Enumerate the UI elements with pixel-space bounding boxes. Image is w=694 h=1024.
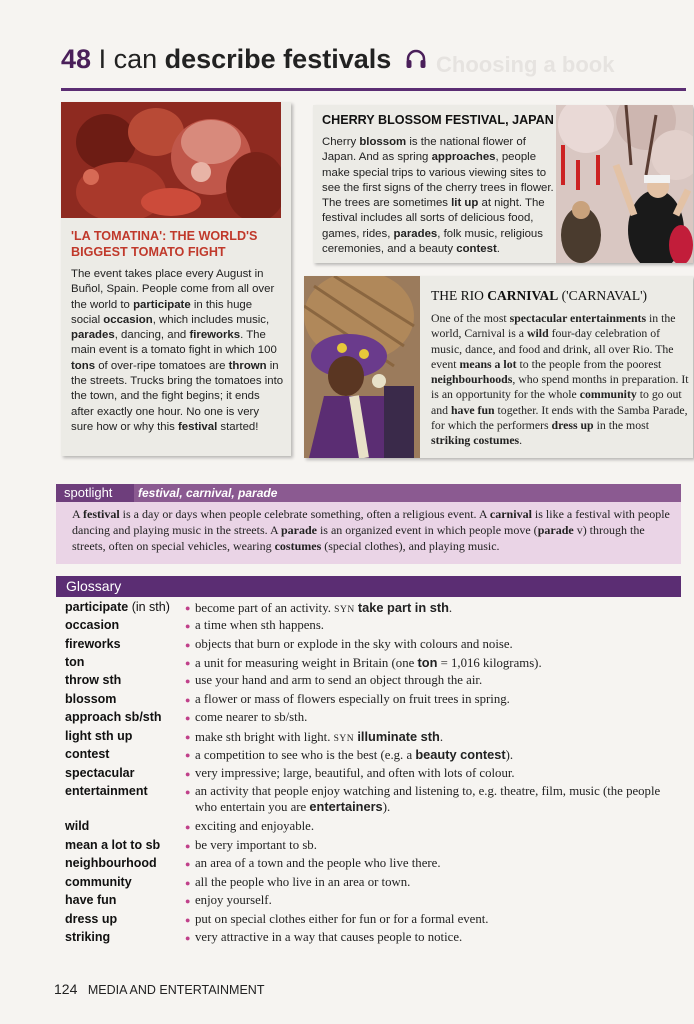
ghost-show-through-text: Choosing a book — [436, 52, 615, 77]
glossary-term: fireworks — [65, 637, 121, 651]
syn-label: SYN — [334, 605, 355, 615]
glossary-definition: become part of an activity. SYN take part in sth. — [195, 600, 453, 615]
bold-term: wild — [527, 326, 549, 341]
glossary-definition: exciting and enjoyable. — [195, 819, 315, 833]
glossary-term: blossom — [65, 692, 117, 706]
glossary-term: dress up — [65, 912, 118, 926]
bold-term: blossom — [359, 136, 407, 148]
bullet-icon: ● — [185, 841, 191, 851]
glossary-definition: use your hand and arm to send an object through the air. — [195, 673, 483, 687]
bold-term: lit up — [451, 197, 479, 210]
glossary-term: entertainment — [65, 784, 148, 798]
bullet-icon: ● — [185, 676, 191, 686]
glossary-term: community — [65, 875, 132, 889]
bold-term: carnival — [489, 507, 532, 521]
bullet-icon: ● — [185, 603, 191, 613]
glossary-definition: very attractive in a way that causes people to notice. — [195, 930, 463, 944]
bold-term: costumes — [274, 539, 322, 553]
glossary-header: Glossary — [56, 576, 681, 597]
cherry-photo — [556, 105, 693, 263]
glossary-term: ton — [65, 655, 85, 669]
syn-label: SYN — [333, 734, 355, 744]
bold-term: neighbourhoods — [431, 372, 513, 387]
glossary-term: light sth up — [65, 729, 133, 743]
bullet-icon: ● — [185, 732, 191, 742]
glossary-term: spectacular — [65, 766, 135, 780]
glossary-definition: all the people who live in an area or town. — [195, 875, 411, 889]
glossary-term: approach sb/sth — [65, 710, 162, 724]
rio-heading: THE RIO CARNIVAL ('CARNAVAL') — [431, 288, 648, 303]
cherry-panel — [313, 105, 693, 263]
bold-term: parades — [393, 227, 438, 240]
bullet-icon: ● — [185, 859, 191, 869]
tomatina-heading: 'LA TOMATINA': THE WORLD'S BIGGEST TOMATO FIGHT — [71, 229, 258, 259]
glossary-term: contest — [65, 747, 110, 761]
tomatina-body: The event takes place every August in Buñol, Spain. People come from all over the world to participate in this huge social occasion, which includes music, parades, dancing, and fireworks. The main event is a tomato fight in which 100 tons of over-ripe tomatoes are thrown in the streets. Trucks bring the tomatoes into the town, and the fight begins; it ends after exactly one hour. No one is very sure how or why this festival started! — [71, 268, 284, 433]
bullet-icon: ● — [185, 750, 191, 760]
bold-term: contest — [456, 243, 497, 256]
page-footer — [54, 981, 264, 999]
bold-term: festival — [83, 507, 120, 521]
bullet-icon: ● — [185, 787, 191, 797]
bold-term: ton — [417, 655, 438, 670]
bold-term: thrown — [228, 359, 267, 372]
bold-term: fireworks — [189, 329, 241, 342]
bold-term: community — [579, 387, 637, 402]
title-rule — [61, 88, 686, 91]
bold-term: means a lot — [459, 356, 517, 371]
glossary-term: occasion — [65, 618, 120, 632]
glossary-term: participate (in sth) — [65, 600, 170, 614]
glossary-term: have fun — [65, 893, 117, 907]
glossary-definition: put on special clothes either for fun or for a formal event. — [195, 912, 489, 926]
glossary-definition: a competition to see who is the best (e.g. a beauty contest). — [195, 747, 514, 762]
glossary-term: wild — [65, 819, 90, 833]
rio-body: One of the most spectacular entertainments in the world, Carnival is a wild four-day celebration of music, dance, and food and drink, all over Rio. The event means a lot to the people from the poorest neighbourhoods, who spend months in preparation. It is an opportunity for the whole community to go out and have fun together. It ends with the Samba Parade, for which the performers dress up in the most striking costumes. — [431, 311, 689, 448]
bold-term: spectacular entertainments — [509, 311, 647, 325]
cherry-body: Cherry blossom is the national flower of Japan. And as spring approaches, people make special trips to various viewing sites to see the first signs of the cherry trees in flower. The trees are sometimes lit up at night. The festival includes all sorts of delicious food, games, rides, parades, folk music, religious ceremonies, and a beauty contest. — [322, 136, 554, 256]
rio-photo — [304, 276, 420, 458]
glossary-term: throw sth — [65, 673, 122, 687]
glossary-definition: be very important to sb. — [195, 838, 317, 852]
bullet-icon: ● — [185, 621, 191, 631]
glossary-term: neighbourhood — [65, 856, 157, 870]
bold-term: occasion — [103, 313, 153, 326]
bold-term: participate — [133, 298, 191, 311]
bullet-icon: ● — [185, 769, 191, 779]
bullet-icon: ● — [185, 933, 191, 943]
cherry-heading: CHERRY BLOSSOM FESTIVAL, JAPAN — [322, 113, 554, 127]
spotlight-body: A festival is a day or days when people celebrate something, often a religious event. A carnival is like a festival with people dancing and playing music in the streets. A parade is an organized event in which people move (parade v) through the streets, often on special vehicles, wearing costumes (special clothes), and playing music. — [72, 507, 670, 553]
title-main: describe festivals — [164, 44, 392, 74]
bold-term: striking costumes — [431, 433, 520, 448]
glossary-definition: an area of a town and the people who live there. — [195, 856, 441, 870]
glossary-definition: a flower or mass of flowers especially on fruit trees in spring. — [195, 692, 510, 706]
bold-term: illuminate sth — [357, 729, 440, 744]
bold-term: parades — [71, 329, 115, 342]
bold-term: dress up — [551, 418, 594, 433]
section-name: MEDIA AND ENTERTAINMENT — [87, 983, 265, 997]
spotlight-tag: spotlight — [56, 484, 134, 502]
glossary-definition: very impressive; large, beautiful, and often with lots of colour. — [195, 766, 515, 780]
bullet-icon: ● — [185, 695, 191, 705]
headphones-icon — [405, 45, 427, 76]
bullet-icon: ● — [185, 878, 191, 888]
bullet-icon: ● — [185, 713, 191, 723]
bold-term: tons — [71, 359, 96, 372]
glossary-definition: a time when sth happens. — [195, 618, 325, 632]
glossary-definition: come nearer to sb/sth. — [195, 710, 308, 724]
glossary-definition: make sth bright with light. SYN illuminate sth. — [195, 729, 444, 744]
glossary-definition: objects that burn or explode in the sky with colours and noise. — [195, 637, 513, 651]
bullet-icon: ● — [185, 915, 191, 925]
glossary-term: striking — [65, 930, 111, 944]
glossary-definition: an activity that people enjoy watching and listening to, e.g. theatre, film, music (the people who entertain you are entertainers). — [195, 784, 661, 814]
title-prefix: I can — [98, 44, 158, 74]
rio-panel — [304, 276, 693, 458]
bold-term: have fun — [450, 402, 495, 417]
tomatina-panel — [61, 102, 291, 456]
tomatina-photo — [61, 102, 281, 218]
bullet-icon: ● — [185, 896, 191, 906]
glossary-definition: enjoy yourself. — [195, 893, 272, 907]
bold-term: parade — [537, 523, 574, 537]
bold-term: approaches — [431, 151, 496, 164]
bold-term: entertainers — [309, 799, 383, 814]
glossary-term: mean a lot to sb — [65, 838, 161, 852]
bullet-icon: ● — [185, 640, 191, 650]
bold-term: take part in sth — [357, 600, 449, 615]
lesson-number: 48 — [61, 44, 92, 74]
glossary-definition: a unit for measuring weight in Britain (one ton = 1,016 kilograms). — [195, 655, 542, 670]
spotlight-box — [56, 484, 681, 564]
bullet-icon: ● — [185, 822, 191, 832]
page-title — [61, 44, 427, 76]
bold-term: beauty contest — [415, 747, 506, 762]
bold-term: parade — [280, 523, 317, 537]
bullet-icon: ● — [185, 658, 191, 668]
spotlight-title: festival, carnival, parade — [138, 486, 278, 500]
page-number: 124 — [54, 981, 78, 997]
bold-term: festival — [178, 420, 218, 433]
